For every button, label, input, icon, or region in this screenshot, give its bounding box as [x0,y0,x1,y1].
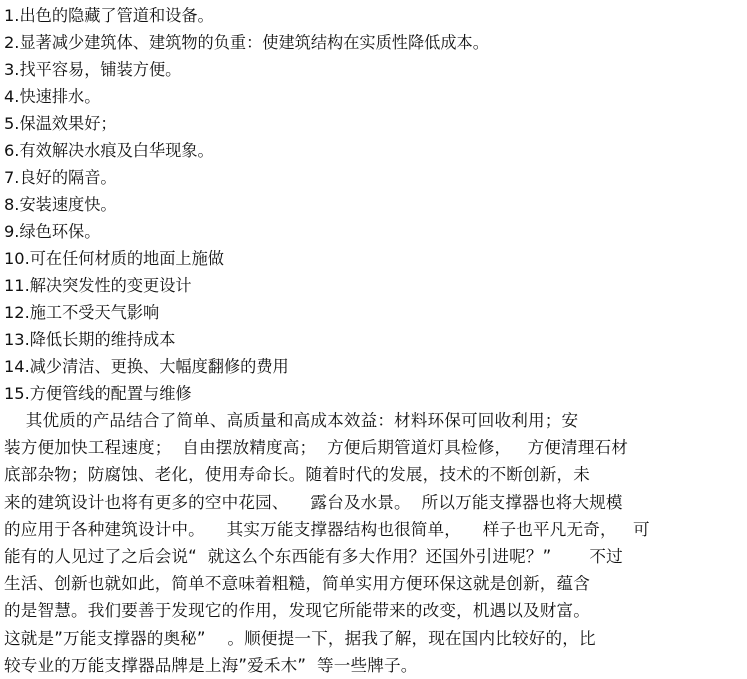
paragraph-line: 能有的人见过了之后会说“ 就这么个东西能有多大作用？还国外引进呢？” 不过 [4,546,623,566]
list-item: 13.降低长期的维持成本 [4,330,176,349]
paragraph-line: 装方便加快工程速度； 自由摆放精度高； 方便后期管道灯具检修， 方便清理石材 [4,438,629,458]
list-item: 10.可在任何材质的地面上施做 [4,249,224,268]
paragraph-line: 较专业的万能支撑器品牌是上海”爱禾木” 等一些牌子。 [4,655,418,675]
list-item: 7.良好的隔音。 [4,168,117,187]
list-item: 6.有效解决水痕及白华现象。 [4,141,214,160]
summary-paragraph [4,407,741,679]
list-item: 9.绿色环保。 [4,222,101,241]
list-item: 12.施工不受天气影响 [4,303,160,322]
list-item: 1.出色的隐藏了管道和设备。 [4,6,214,25]
list-item: 5.保温效果好； [4,114,117,133]
list-item: 14.减少清洁、更换、大幅度翻修的费用 [4,357,289,376]
paragraph-line: 来的建筑设计也将有更多的空中花园、 露台及水景。 所以万能支撑器也将大规模 [4,492,623,512]
list-item: 3.找平容易，铺装方便。 [4,60,182,79]
paragraph-line: 底部杂物；防腐蚀、老化，使用寿命长。随着时代的发展，技术的不断创新，未 [4,465,591,485]
paragraph-line: 其优质的产品结合了简单、高质量和高成本效益：材料环保可回收利用；安 [4,411,579,430]
list-item: 2.显著减少建筑体、建筑物的负重：使建筑结构在实质性降低成本。 [4,33,489,52]
list-item: 8.安装速度快。 [4,195,117,214]
advantages-list [4,2,741,407]
list-item: 11.解决突发性的变更设计 [4,276,192,295]
paragraph-line: 这就是”万能支撑器的奥秘” 。顺便提一下，据我了解，现在国内比较好的，比 [4,628,596,648]
list-item: 4.快速排水。 [4,87,101,106]
paragraph-line: 生活、创新也就如此，简单不意味着粗糙，简单实用方便环保这就是创新，蕴含 [4,574,591,594]
paragraph-line: 的应用于各种建筑设计中。 其实万能支撑器结构也很简单， 样子也平凡无奇， 可 [4,519,650,539]
list-item: 15.方便管线的配置与维修 [4,384,192,403]
paragraph-line: 的是智慧。我们要善于发现它的作用，发现它所能带来的改变，机遇以及财富。 [4,601,591,621]
